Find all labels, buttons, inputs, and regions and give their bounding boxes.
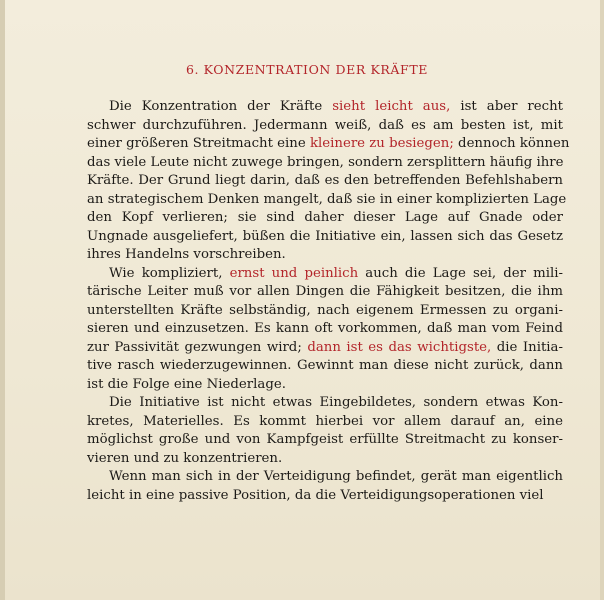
text-line — [87, 135, 570, 154]
text-line — [87, 209, 563, 228]
highlighted-phrase: kleinere zu besiegen; — [309, 136, 454, 151]
text-line — [87, 357, 563, 376]
paragraph — [87, 394, 563, 468]
text-segment: an strategischem Denken mangelt, daß sie in einer kompliziert — [87, 191, 513, 207]
text-segment: kretes, Materielles. Es kommt hierbei vor allem darauf an, eine — [87, 413, 563, 429]
text-line — [87, 450, 563, 469]
paragraph — [87, 265, 563, 395]
highlighted-phrase: sieht leicht aus, — [332, 99, 451, 114]
text-segment: tärische Leiter muß vor allen Dingen die Fähigkeit besitzen, die ihm — [87, 284, 563, 299]
text-line — [87, 302, 563, 321]
body-text — [87, 98, 570, 505]
text-segment: den Kopf verlieren; sie sind daher dieser Lage auf Gnade oder — [87, 210, 563, 225]
text-segment: die Initia- — [491, 339, 563, 355]
text-segment: ist aber recht — [450, 99, 564, 114]
text-line — [87, 265, 563, 284]
text-segment: unterstellten Kräfte selbständig, nach eigenem Ermessen zu organi- — [87, 302, 563, 318]
text-line — [87, 431, 563, 450]
text-line — [87, 320, 563, 339]
text-segment: Wie kompliziert, — [109, 265, 230, 281]
text-line — [87, 246, 563, 265]
text-segment: Ungnade ausgeliefert, büßen die Initiative ein, lassen sich das Gesetz — [87, 228, 563, 244]
text-segment: vieren und zu konzentrieren. — [87, 450, 283, 466]
text-segment: sieren und einzusetzen. Es kann oft vorkommen, daß man vom Feind — [87, 321, 563, 336]
text-line — [87, 487, 563, 506]
text-line — [87, 191, 567, 210]
text-segment: schwer durchzuführen. Jedermann weiß, daß es am besten ist, mit — [87, 117, 563, 133]
text-line — [87, 172, 563, 191]
text-segment: leicht in eine passive Position, da die Verteidigungsoperationen viel — [87, 487, 544, 503]
text-segment: tive rasch wiederzugewinnen. Gewinnt man diese nicht zurück, dann — [87, 358, 563, 373]
text-segment: ihres Handelns vorschreiben. — [87, 247, 286, 262]
highlighted-phrase: dann ist es das wichtigste, — [307, 339, 492, 355]
paragraph — [87, 468, 563, 505]
text-segment: en Lage — [512, 191, 567, 207]
text-line — [87, 376, 563, 395]
highlighted-phrase: ernst und peinlich — [229, 265, 359, 281]
text-segment: Die Konzentration der Kräfte — [109, 99, 333, 114]
text-line — [87, 228, 563, 247]
text-segment: möglichst große und von Kampfgeist erfüllte Streitmacht zu konser- — [87, 432, 563, 447]
text-segment: Die Initiative ist nicht etwas Eingebildetes, sondern etwas Kon- — [109, 395, 563, 410]
text-segment: dennoch können — [453, 136, 570, 151]
text-line — [87, 117, 563, 136]
text-line — [87, 413, 563, 432]
text-line — [87, 339, 563, 358]
text-segment: Wenn man sich in der Verteidigung befindet, gerät man eigentlich — [109, 469, 563, 484]
section-heading: 6. KONZENTRATION DER KRÄFTE — [185, 62, 428, 77]
paragraph — [87, 98, 570, 265]
text-line — [87, 98, 563, 117]
text-line — [87, 468, 563, 487]
text-segment: zur Passivität gezwungen wird; — [87, 339, 308, 355]
text-segment: ist die Folge eine Niederlage. — [87, 376, 286, 392]
text-line — [87, 154, 563, 173]
text-segment: das viele Leute nicht zuwege bringen, sondern zersplittern häufig ihre — [87, 154, 564, 170]
text-segment: einer größeren Streitmacht eine — [87, 136, 310, 151]
text-segment: auch die Lage sei, der mili- — [358, 265, 563, 281]
text-segment: Kräfte. Der Grund liegt darin, daß es den betreffenden Befehlshabern — [87, 173, 563, 188]
text-line — [87, 283, 563, 302]
text-line — [87, 394, 563, 413]
